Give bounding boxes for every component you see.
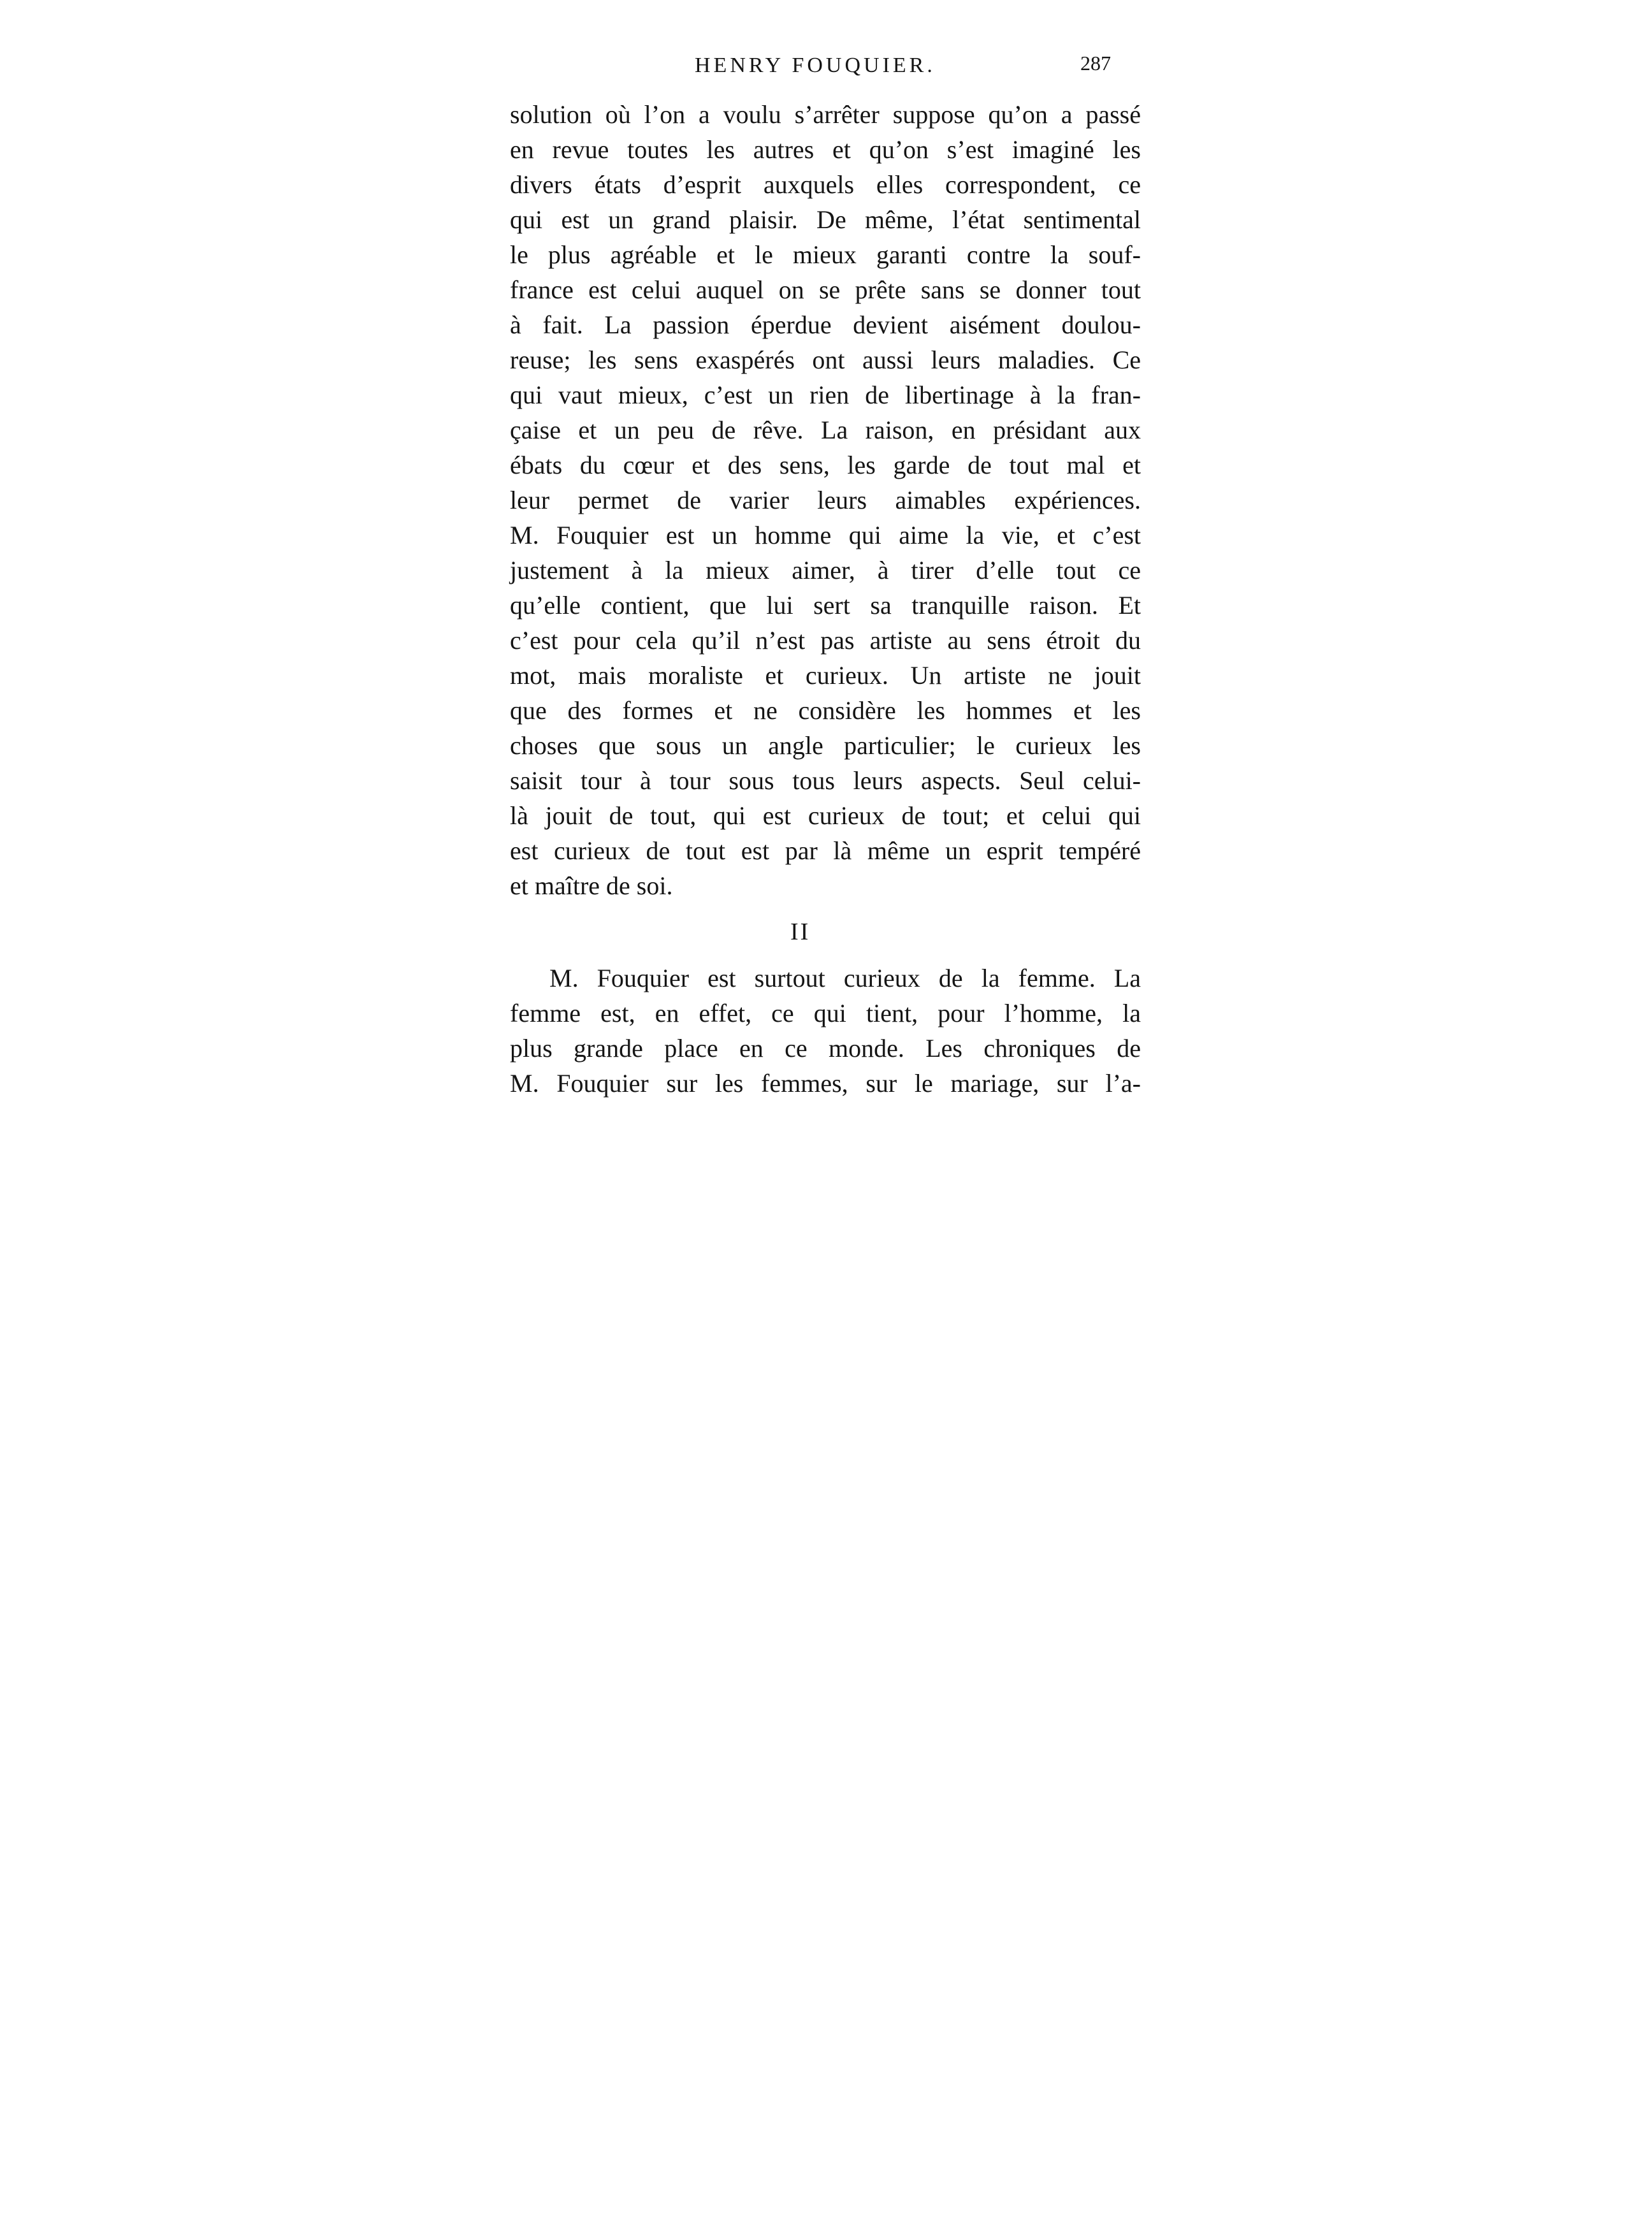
- text-line: reuse; les sens exaspérés ont aussi leurs maladies. Ce: [510, 345, 1141, 374]
- text-line: çaise et un peu de rêve. La raison, en présidant aux: [510, 416, 1141, 444]
- text-line: femme est, en effet, ce qui tient, pour l’homme, la: [510, 999, 1141, 1027]
- text-line: leur permet de varier leurs aimables expériences.: [510, 486, 1141, 514]
- text-line: qu’elle contient, que lui sert sa tranquille raison. Et: [510, 591, 1141, 620]
- running-head: [510, 50, 1147, 82]
- text-line: qui est un grand plaisir. De même, l’état sentimental: [510, 205, 1141, 234]
- text-line: là jouit de tout, qui est curieux de tout; et celui qui: [510, 801, 1141, 830]
- text-line: M. Fouquier est un homme qui aime la vie, et c’est: [510, 521, 1141, 549]
- text-line: M. Fouquier est surtout curieux de la femme. La: [549, 964, 1141, 992]
- text-line: solution où l’on a voulu s’arrêter suppose qu’on a passé: [510, 100, 1141, 129]
- text-line: justement à la mieux aimer, à tirer d’elle tout ce: [510, 556, 1141, 584]
- text-line: et maître de soi.: [510, 871, 673, 900]
- page-number: 287: [1080, 52, 1111, 75]
- text-line: qui vaut mieux, c’est un rien de libertinage à la fran-: [510, 381, 1141, 409]
- text-line: saisit tour à tour sous tous leurs aspects. Seul celui-: [510, 766, 1141, 795]
- running-title: HENRY FOUQUIER.: [695, 54, 936, 77]
- text-line: est curieux de tout est par là même un esprit tempéré: [510, 836, 1141, 865]
- text-line: mot, mais moraliste et curieux. Un artiste ne jouit: [510, 661, 1141, 690]
- text-line: que des formes et ne considère les hommes et les: [510, 696, 1141, 725]
- text-line: divers états d’esprit auxquels elles correspondent, ce: [510, 170, 1141, 199]
- text-line: choses que sous un angle particulier; le curieux les: [510, 731, 1141, 760]
- text-line: ébats du cœur et des sens, les garde de tout mal et: [510, 451, 1141, 479]
- text-line: plus grande place en ce monde. Les chroniques de: [510, 1034, 1141, 1063]
- text-line: M. Fouquier sur les femmes, sur le mariage, sur l’a-: [510, 1069, 1141, 1098]
- text-line: en revue toutes les autres et qu’on s’est imaginé les: [510, 135, 1141, 164]
- text-line: à fait. La passion éperdue devient aisément doulou-: [510, 310, 1141, 339]
- section-heading: II: [790, 918, 811, 945]
- text-line: le plus agréable et le mieux garanti contre la souf-: [510, 240, 1141, 269]
- text-line: c’est pour cela qu’il n’est pas artiste au sens étroit du: [510, 626, 1141, 655]
- text-line: france est celui auquel on se prête sans se donner tout: [510, 275, 1141, 304]
